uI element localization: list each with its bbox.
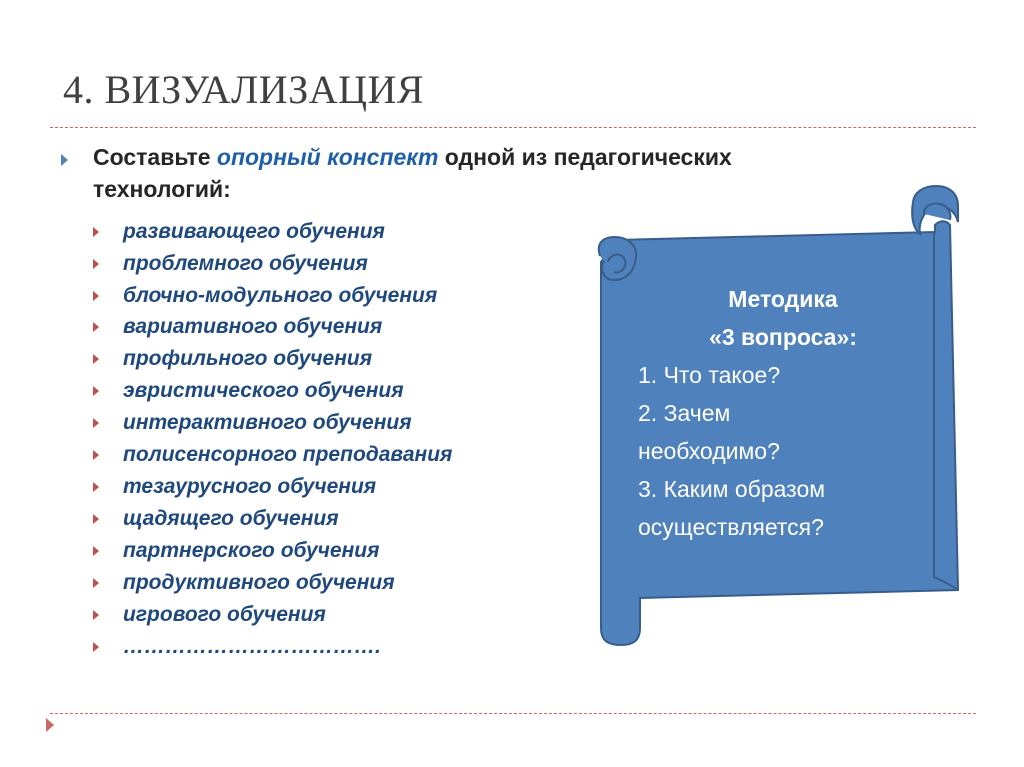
main-bullet-line2: технологий: — [93, 176, 231, 202]
scroll-line: осуществляется? — [638, 514, 824, 540]
main-bullet-suffix: одной из педагогических — [438, 144, 732, 170]
scroll-line: необходимо? — [638, 438, 780, 464]
list-item-text: щадящего обучения — [123, 507, 339, 530]
main-bullet-highlight: опорный конспект — [216, 144, 439, 170]
list-item-text: развивающего обучения — [123, 220, 385, 243]
next-slide-icon[interactable] — [46, 718, 54, 732]
list-item-text: тезаурусного обучения — [123, 475, 377, 498]
scroll-heading-1: Методика — [728, 286, 838, 312]
list-item-text: продуктивного обучения — [123, 571, 395, 594]
list-item-text: интерактивного обучения — [123, 411, 412, 434]
main-bullet-prefix: Составьте — [93, 144, 217, 170]
list-item-text: ………………………………. — [123, 635, 381, 658]
scroll-line: 2. Зачем — [638, 400, 731, 426]
list-item-text: блочно-модульного обучения — [123, 284, 438, 307]
list-item-text: партнерского обучения — [123, 539, 380, 562]
scroll-content — [638, 280, 938, 546]
list-item-text: вариативного обучения — [123, 315, 383, 338]
scroll-heading-2: «3 вопроса»: — [709, 324, 857, 350]
list-item-text: эвристического обучения — [123, 379, 404, 402]
list-item-text: полисенсорного преподавания — [123, 443, 453, 466]
footer-divider — [50, 713, 976, 714]
list-item-text: профильного обучения — [123, 347, 373, 370]
list-item-text: игрового обучения — [123, 603, 326, 626]
list-item-text: проблемного обучения — [123, 252, 368, 275]
scroll-line: 3. Каким образом — [638, 476, 826, 502]
scroll-line: 1. Что такое? — [638, 362, 781, 388]
slide-title: 4. ВИЗУАЛИЗАЦИЯ — [63, 67, 425, 112]
